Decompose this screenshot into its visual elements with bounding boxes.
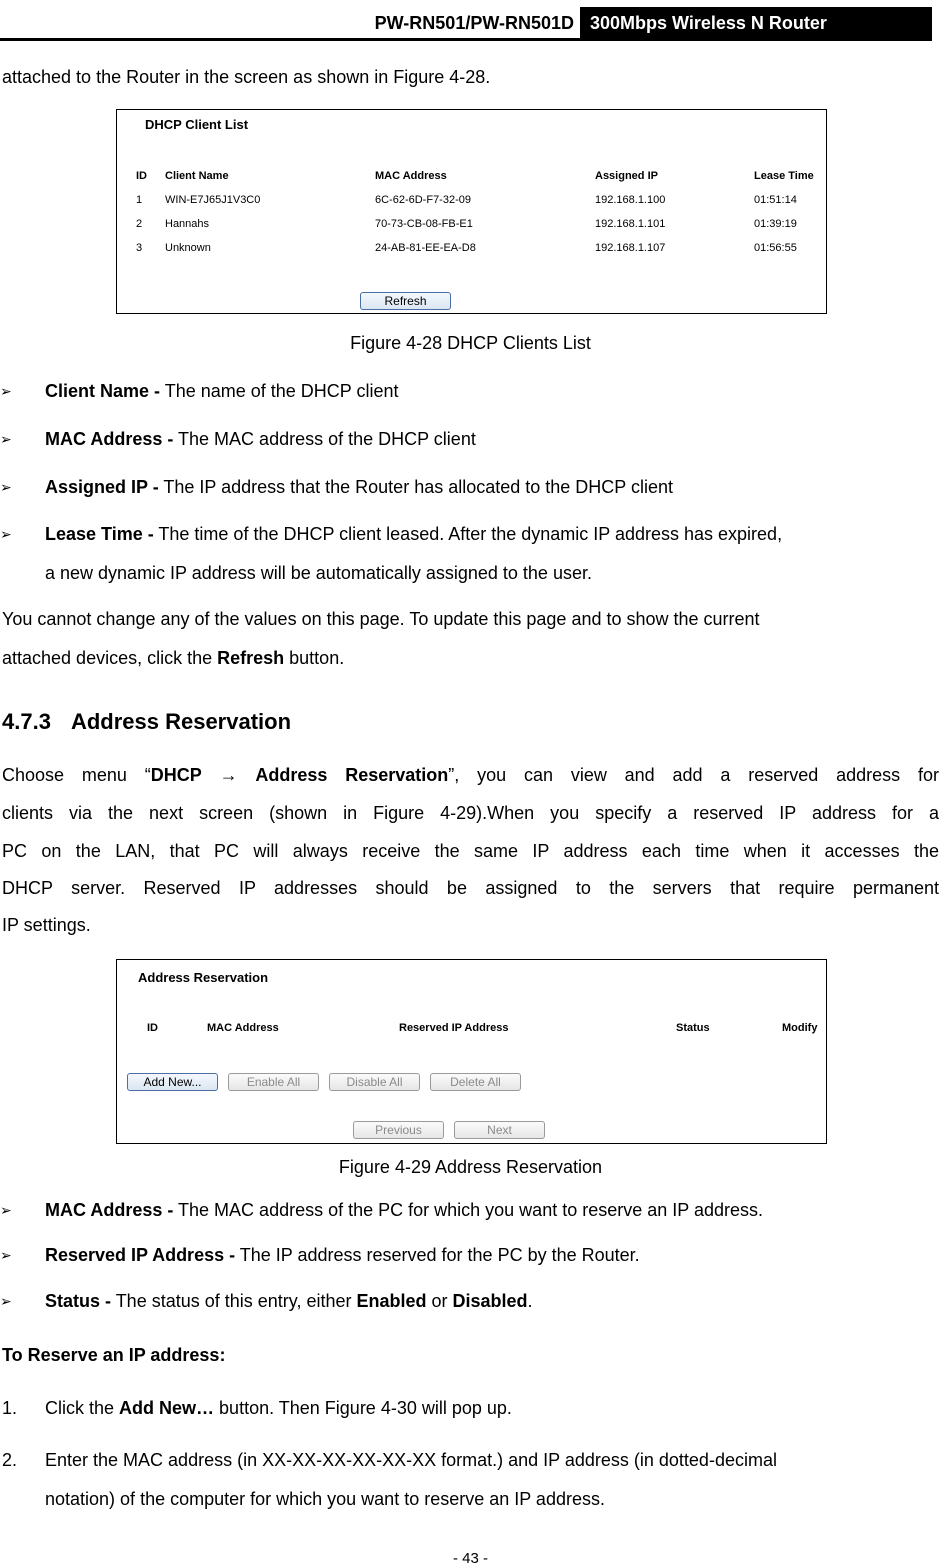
enable-all-button[interactable]: Enable All [228,1073,319,1091]
bullet-icon: ➢ [0,1202,12,1218]
bullet-icon: ➢ [0,479,12,495]
intro-line: attached to the Router in the screen as shown in Figure 4-28. [2,67,491,87]
cell-client-name: WIN-E7J65J1V3C0 [165,194,261,206]
address-reservation-title: Address Reservation [138,970,269,985]
column-header-reserved-ip: Reserved IP Address [399,1022,509,1034]
bullet-icon: ➢ [0,526,12,542]
figure-429-caption: Figure 4-29 Address Reservation [338,1157,603,1177]
section-para-line-3: PC on the LAN, that PC will always receive the same IP address each time when it accesses the [2,841,939,861]
cell-mac-address: 70-73-CB-08-FB-E1 [375,218,473,230]
step-2-line-2: notation) of the computer for which you want to reserve an IP address. [45,1489,605,1509]
cell-id: 1 [136,194,143,206]
bullet-icon: ➢ [0,431,12,447]
bullet-icon: ➢ [0,1247,12,1263]
dhcp-client-list-figure [116,109,827,314]
header-product: 300Mbps Wireless N Router [580,7,932,40]
cell-lease-time: 01:56:55 [754,242,797,254]
bullet-icon: ➢ [0,383,12,399]
cell-mac-address: 6C-62-6D-F7-32-09 [375,194,471,206]
bullet-mac-address: MAC Address - The MAC address of the DHCP client [45,429,476,449]
cell-mac-address: 24-AB-81-EE-EA-D8 [375,242,476,254]
cell-client-name: Hannahs [165,218,210,230]
step-2-line-1: Enter the MAC address (in XX-XX-XX-XX-XX-XX format.) and IP address (in dotted-decimal [45,1450,777,1470]
column-header-id: ID [136,170,147,182]
note-line-2: attached devices, click the Refresh button. [2,648,345,668]
note-line-1: You cannot change any of the values on this page. To update this page and to show the current [2,609,760,629]
bullet-lease-time-continued: a new dynamic IP address will be automatically assigned to the user. [45,563,592,583]
column-header-modify: Modify [782,1022,818,1034]
cell-id: 2 [136,218,143,230]
column-header-client-name: Client Name [165,170,229,182]
steps-heading: To Reserve an IP address: [2,1345,226,1365]
step-number: 1. [2,1398,18,1418]
section-para-line-4: DHCP server. Reserved IP addresses should be assigned to the servers that require permanent [2,878,939,898]
page-number: - 43 - [452,1550,488,1567]
cell-lease-time: 01:51:14 [754,194,797,206]
cell-id: 3 [136,242,143,254]
step-1-text: Click the Add New… button. Then Figure 4-30 will pop up. [45,1398,512,1418]
column-header-status: Status [676,1022,710,1034]
figure-428-caption: Figure 4-28 DHCP Clients List [350,333,591,353]
bullet-res-mac-address: MAC Address - The MAC address of the PC for which you want to reserve an IP address. [45,1200,763,1220]
column-header-mac-address: MAC Address [375,170,447,182]
cell-client-name: Unknown [165,242,211,254]
bullet-icon: ➢ [0,1293,12,1309]
cell-lease-time: 01:39:19 [754,218,797,230]
refresh-button[interactable]: Refresh [360,292,451,310]
add-new-button[interactable]: Add New... [127,1073,218,1091]
next-button[interactable]: Next [454,1121,545,1139]
bullet-res-status: Status - The status of this entry, either Enabled or Disabled. [45,1291,533,1311]
section-para-line-2: clients via the next screen (shown in Figure 4-29).When you specify a reserved IP address for a [2,803,939,823]
section-heading: 4.7.3 Address Reservation [2,709,292,734]
bullet-client-name: Client Name - The name of the DHCP client [45,381,399,401]
disable-all-button[interactable]: Disable All [329,1073,420,1091]
step-number: 2. [2,1450,18,1470]
bullet-assigned-ip: Assigned IP - The IP address that the Router has allocated to the DHCP client [45,477,674,497]
previous-button[interactable]: Previous [353,1121,444,1139]
cell-assigned-ip: 192.168.1.107 [595,242,666,254]
address-reservation-figure [116,959,827,1144]
header-rule [0,38,932,41]
header-model: PW-RN501/PW-RN501D [374,13,574,33]
delete-all-button[interactable]: Delete All [430,1073,521,1091]
column-header-id: ID [147,1022,158,1034]
cell-assigned-ip: 192.168.1.101 [595,218,666,230]
dhcp-client-list-title: DHCP Client List [145,117,249,132]
column-header-assigned-ip: Assigned IP [595,170,658,182]
cell-assigned-ip: 192.168.1.100 [595,194,666,206]
column-header-mac-address: MAC Address [207,1022,279,1034]
section-para-line-1: Choose menu “DHCP → Address Reservation”, you can view and add a reserved address for [2,765,939,785]
column-header-lease-time: Lease Time [754,170,814,182]
bullet-lease-time: Lease Time - The time of the DHCP client leased. After the dynamic IP address has expired, [45,524,783,544]
bullet-res-reserved-ip: Reserved IP Address - The IP address reserved for the PC by the Router. [45,1245,640,1265]
section-para-line-5: IP settings. [2,915,91,935]
